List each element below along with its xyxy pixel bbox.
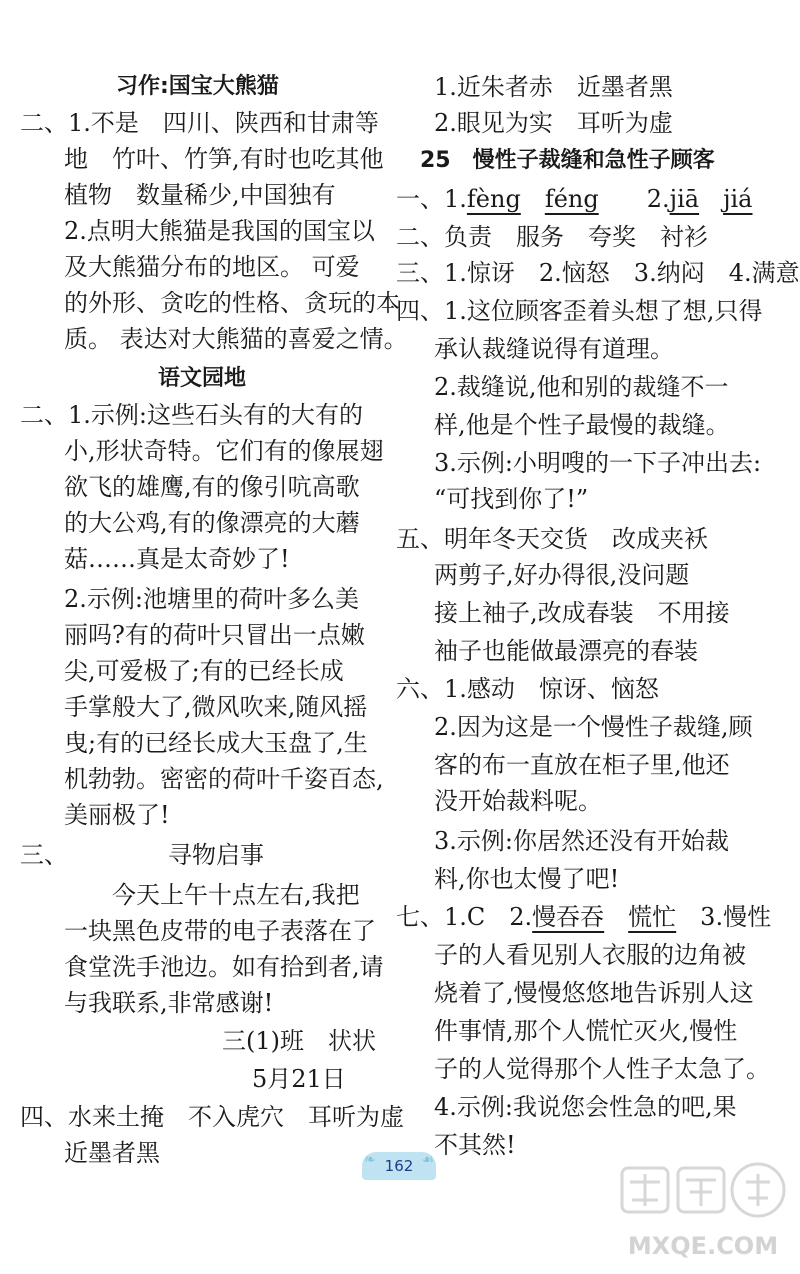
answer-line: 两剪子,好办得很,没问题 bbox=[434, 561, 690, 589]
heading-xizuo: 习作:国宝大熊猫 bbox=[116, 74, 279, 99]
answer-line: 的大公鸡,有的像漂亮的大蘑 bbox=[64, 509, 360, 537]
heading-lesson-25: 25 慢性子裁缝和急性子顾客 bbox=[420, 148, 715, 173]
heading-yuwen-yuandi: 语文园地 bbox=[158, 366, 247, 391]
pinyin-answer: jiā bbox=[669, 185, 700, 213]
answer-line: 2.因为这是一个慢性子裁缝,顾 bbox=[434, 713, 753, 741]
answer-line: 承认裁缝说得有道理。 bbox=[434, 335, 674, 363]
pinyin-answer: fèng bbox=[466, 185, 521, 213]
answer-line: 地 竹叶、竹笋,有时也吃其他 bbox=[64, 145, 384, 173]
answer-line: 样,他是个性子最慢的裁缝。 bbox=[434, 411, 730, 439]
answer-line: 欲飞的雄鹰,有的像引吭高歌 bbox=[64, 473, 360, 501]
answer-line: 四、1.这位顾客歪着头想了想,只得 bbox=[396, 297, 763, 325]
answer-line: 今天上午十点左右,我把 bbox=[112, 881, 360, 909]
notice-signature: 三(1)班 状状 bbox=[222, 1027, 376, 1055]
answer-line: 料,你也太慢了吧! bbox=[434, 865, 620, 893]
underlined-answer: 慌忙 bbox=[628, 903, 677, 931]
answer-line: 不其然! bbox=[434, 1131, 516, 1159]
notice-date: 5月21日 bbox=[252, 1065, 346, 1093]
answer-line: 机勃勃。密密的荷叶千姿百态, bbox=[64, 765, 384, 793]
pinyin-answer: jiá bbox=[723, 185, 753, 213]
answer-prefix: 一、1. bbox=[396, 185, 467, 213]
answer-line: 与我联系,非常感谢! bbox=[64, 989, 274, 1017]
pinyin-line bbox=[396, 184, 753, 214]
answer-line: 植物 数量稀少,中国独有 bbox=[64, 181, 336, 209]
page-number-badge bbox=[362, 1152, 436, 1180]
answer-line: 二、1.示例:这些石头有的大有的 bbox=[20, 401, 363, 429]
answer-line: 丽吗?有的荷叶只冒出一点嫩 bbox=[64, 621, 365, 649]
answer-line: 尖,可爱极了;有的已经长成 bbox=[64, 657, 344, 685]
answer-line: 接上袖子,改成春装 不用接 bbox=[434, 599, 730, 627]
answer-line: 曳;有的已经长成大玉盘了,生 bbox=[64, 729, 368, 757]
page-number: 162 bbox=[384, 1157, 414, 1175]
answer-line: 五、明年冬天交货 改成夹袄 bbox=[396, 525, 708, 553]
wing-left-icon: ❧ bbox=[364, 1152, 376, 1168]
answer-line: 食堂洗手池边。如有拾到者,请 bbox=[64, 953, 384, 981]
answer-line: 没开始裁料呢。 bbox=[434, 787, 602, 815]
pinyin-answer: féng bbox=[544, 185, 599, 213]
answer-line: 小,形状奇特。它们有的像展翅 bbox=[64, 437, 384, 465]
answer-line: 三、1.惊讶 2.恼怒 3.纳闷 4.满意 bbox=[396, 259, 800, 287]
answer-line: 子的人觉得那个人性子太急了。 bbox=[434, 1055, 770, 1083]
answer-line: 烧着了,慢慢悠悠地告诉别人这 bbox=[434, 979, 754, 1007]
answer-line: 客的布一直放在柜子里,他还 bbox=[434, 751, 730, 779]
answer-line: 4.示例:我说您会性急的吧,果 bbox=[434, 1093, 737, 1121]
answer-line: 件事情,那个人慌忙灭火,慢性 bbox=[434, 1017, 738, 1045]
answer-line: 2.点明大熊猫是我国的国宝以 bbox=[64, 217, 375, 245]
answer-line: 2.裁缝说,他和别的裁缝不一 bbox=[434, 373, 729, 401]
answer-line: 六、1.感动 惊讶、恼怒 bbox=[396, 675, 659, 703]
answer-line: 1.近朱者赤 近墨者黑 bbox=[434, 73, 673, 101]
answer-prefix: 2. bbox=[646, 185, 670, 213]
answer-line: 美丽极了! bbox=[64, 801, 170, 829]
underlined-answer: 慢吞吞 bbox=[532, 903, 605, 931]
answer-line: 近墨者黑 bbox=[64, 1139, 160, 1167]
answer-line: “可找到你了!” bbox=[434, 485, 589, 513]
answer-line: 的外形、贪吃的性格、贪玩的本 bbox=[64, 289, 400, 317]
watermark-url: MXQE.COM bbox=[627, 1232, 779, 1260]
answer-line: 二、负责 服务 夸奖 衬衫 bbox=[396, 223, 708, 251]
answer-line: 袖子也能做最漂亮的春装 bbox=[434, 637, 698, 665]
answer-line: 2.眼见为实 耳听为虚 bbox=[434, 109, 673, 137]
answer-line: 手掌般大了,微风吹来,随风摇 bbox=[64, 693, 368, 721]
answer-line: 二、1.不是 四川、陕西和甘肃等 bbox=[20, 109, 379, 137]
answer-prefix: 七、1.C 2. bbox=[396, 903, 533, 931]
answer-line: 子的人看见别人衣服的边角被 bbox=[434, 941, 746, 969]
answer-line: 2.示例:池塘里的荷叶多么美 bbox=[64, 585, 359, 613]
answer-line: 质。 表达对大熊猫的喜爱之情。 bbox=[64, 325, 408, 353]
notice-title: 寻物启事 bbox=[168, 841, 264, 869]
answer-line: 3.示例:你居然还没有开始裁 bbox=[434, 827, 729, 855]
answer-line: 3.示例:小明嗖的一下子冲出去: bbox=[434, 449, 762, 477]
answer-line: 一块黑色皮带的电子表落在了 bbox=[64, 917, 376, 945]
answer-line: 菇……真是太奇妙了! bbox=[64, 545, 290, 573]
answer-line: 及大熊猫分布的地区。 可爱 bbox=[64, 253, 360, 281]
watermark-logo bbox=[608, 1160, 798, 1270]
wing-right-icon: ☙ bbox=[421, 1152, 434, 1168]
answer-line: 七、1.C 2.慢吞吞 慌忙 3.慢性 bbox=[396, 903, 772, 931]
answer-line: 四、水来土掩 不入虎穴 耳听为虚 bbox=[20, 1103, 404, 1131]
section-label: 三、 bbox=[20, 841, 68, 869]
